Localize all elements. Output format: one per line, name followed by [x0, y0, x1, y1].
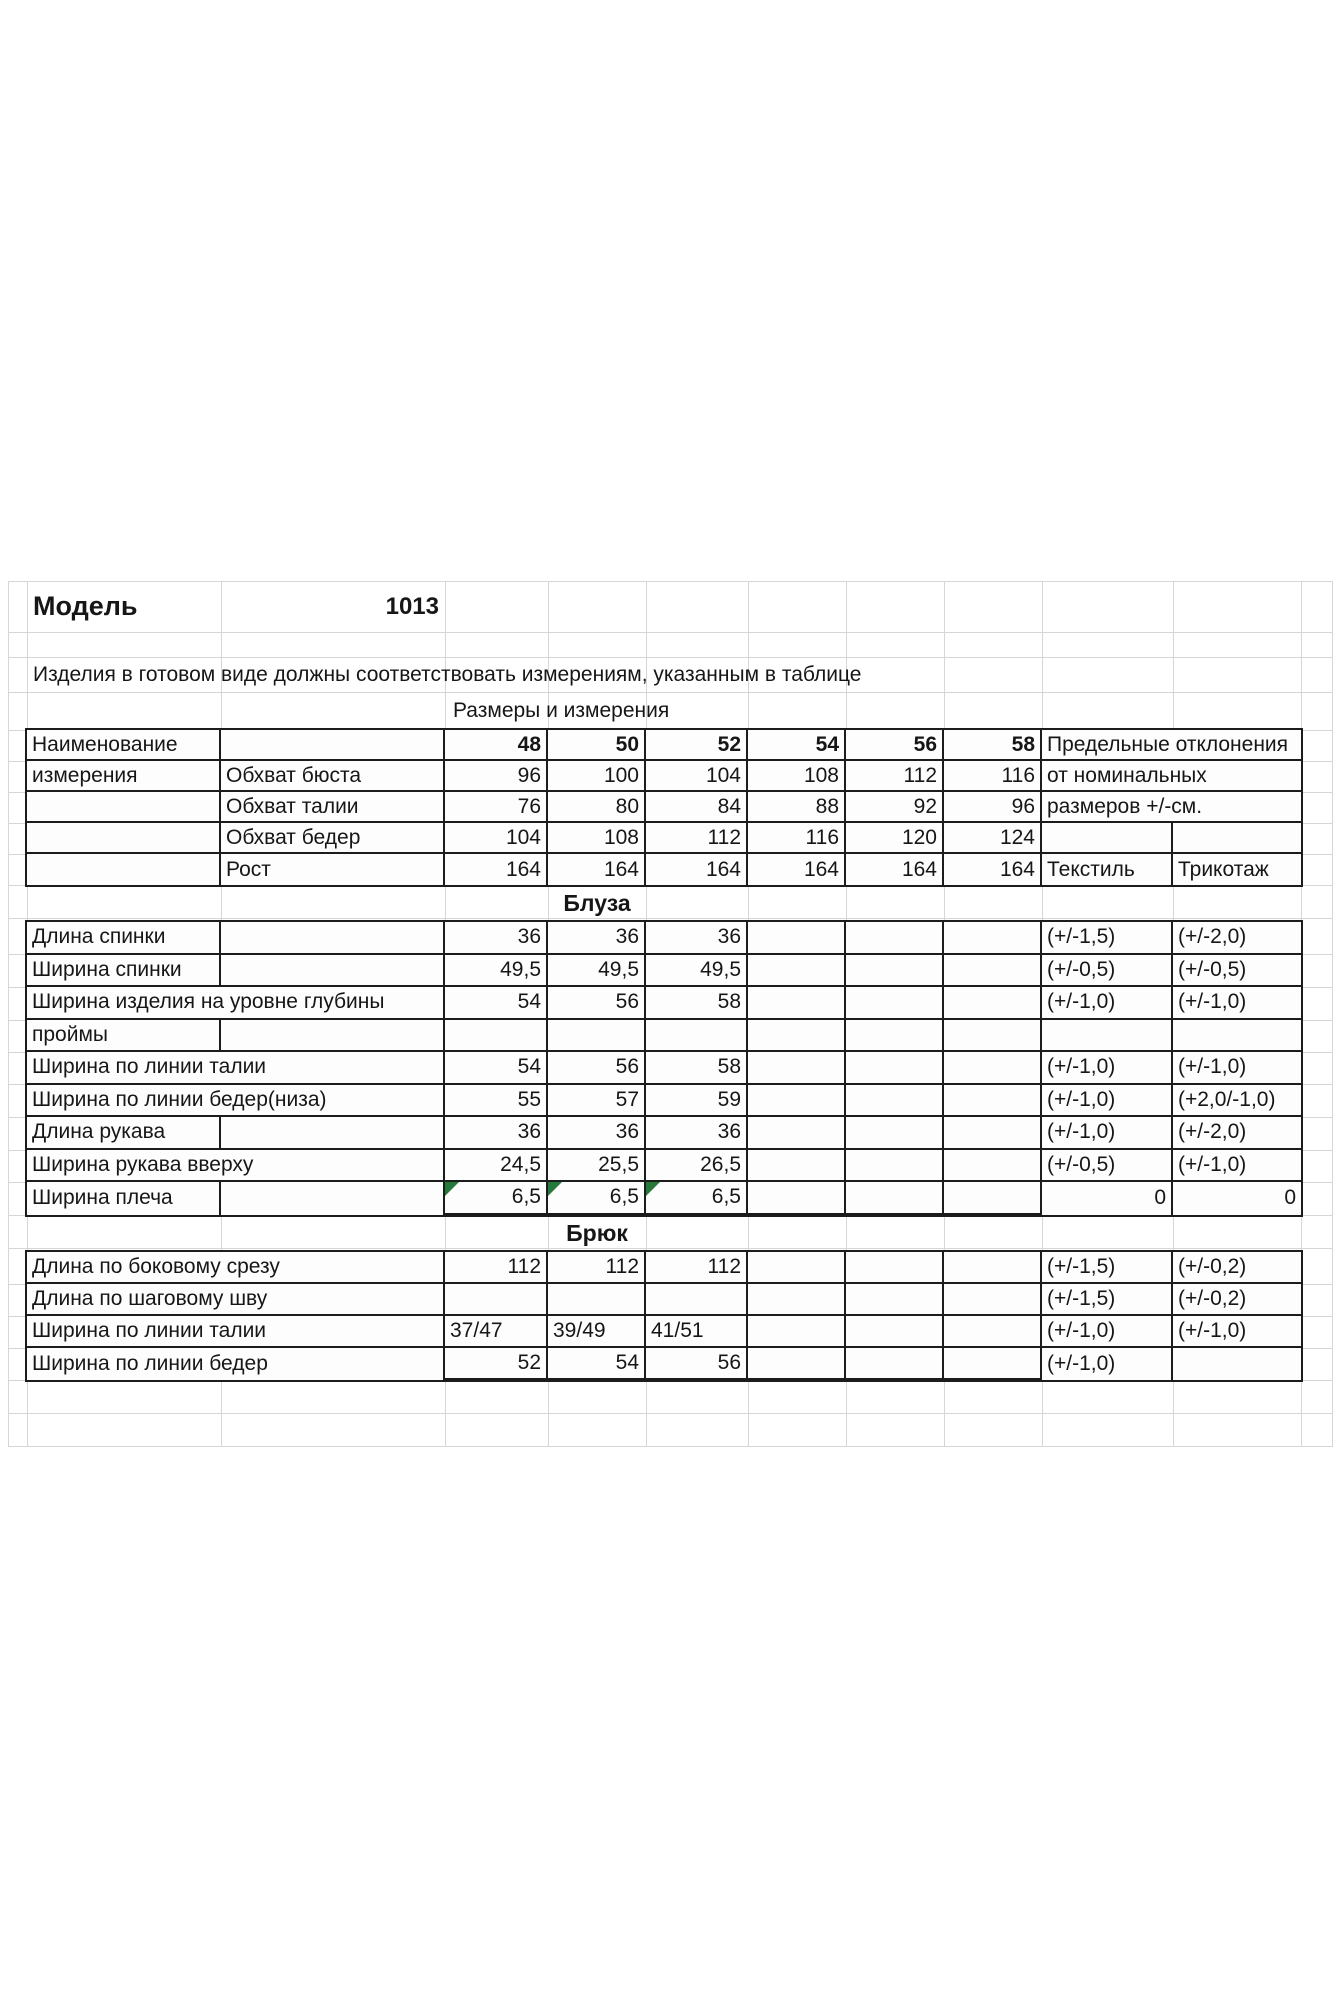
row-label-cell: Ширина по линии бедер — [27, 1348, 445, 1380]
value-cell: 124 — [944, 823, 1042, 854]
value-cell — [846, 1284, 944, 1316]
row-label-cell: Ширина плеча — [27, 1182, 221, 1215]
tolerance-knit-cell — [1173, 1348, 1301, 1380]
value-cell — [445, 1284, 548, 1316]
value-cell: 49,5 — [445, 955, 548, 988]
textile-cell: Текстиль — [1042, 854, 1173, 885]
value-cell — [748, 1182, 846, 1215]
row-label-cell: Ширина спинки — [27, 955, 221, 988]
value-cell: 92 — [846, 792, 944, 823]
value-cell — [846, 1085, 944, 1118]
row-label-cell: Ширина по линии талии — [27, 1052, 445, 1085]
value-cell: 6,5 — [548, 1182, 646, 1215]
row-label-cell — [221, 730, 445, 761]
value-cell: 54 — [445, 987, 548, 1020]
value-cell: 6,5 — [445, 1182, 548, 1215]
value-cell — [944, 1284, 1042, 1316]
value-cell: 108 — [748, 761, 846, 792]
value-cell — [846, 1020, 944, 1053]
value-cell — [846, 1117, 944, 1150]
value-cell — [944, 1020, 1042, 1053]
size-header-cell: 48 — [445, 730, 548, 761]
row-label-cell: Наименование — [27, 730, 221, 761]
row-label-cell — [27, 854, 221, 885]
value-cell: 84 — [646, 792, 748, 823]
tolerance-textile-cell: (+/-0,5) — [1042, 1150, 1173, 1183]
row-label-cell: Обхват бюста — [221, 761, 445, 792]
tolerance-textile-cell: (+/-1,0) — [1042, 1117, 1173, 1150]
value-cell: 57 — [548, 1085, 646, 1118]
row-label-cell: Рост — [221, 854, 445, 885]
trousers-table — [25, 1250, 1303, 1382]
error-indicator-icon — [445, 1182, 459, 1196]
value-cell — [846, 922, 944, 955]
value-cell — [646, 1284, 748, 1316]
tolerance-textile-cell: (+/-1,5) — [1042, 1284, 1173, 1316]
value-cell: 49,5 — [646, 955, 748, 988]
section-label-blouse: Блуза — [563, 890, 631, 916]
tolerance-textile-cell: (+/-1,5) — [1042, 1252, 1173, 1284]
value-cell — [748, 955, 846, 988]
value-cell: 36 — [646, 1117, 748, 1150]
value-cell — [748, 987, 846, 1020]
value-cell — [944, 955, 1042, 988]
knit-cell — [1173, 823, 1301, 854]
value-cell: 164 — [944, 854, 1042, 885]
value-cell: 26,5 — [646, 1150, 748, 1183]
tolerance-knit-cell: (+/-0,2) — [1173, 1252, 1301, 1284]
value-cell: 164 — [548, 854, 646, 885]
value-cell: 39/49 — [548, 1316, 646, 1348]
value-cell: 164 — [748, 854, 846, 885]
value-cell: 120 — [846, 823, 944, 854]
value-cell: 56 — [548, 1052, 646, 1085]
value-cell — [944, 1182, 1042, 1215]
value-cell: 36 — [445, 1117, 548, 1150]
value-cell: 116 — [944, 761, 1042, 792]
value-cell — [846, 1182, 944, 1215]
value-cell — [748, 1052, 846, 1085]
tolerance-textile-cell: (+/-1,0) — [1042, 987, 1173, 1020]
value-cell: 96 — [944, 792, 1042, 823]
value-cell — [748, 1150, 846, 1183]
grid-hline — [8, 632, 1333, 633]
value-cell — [748, 1316, 846, 1348]
value-cell — [846, 1252, 944, 1284]
empty-cell — [221, 1117, 445, 1150]
value-cell: 36 — [445, 922, 548, 955]
value-cell: 112 — [646, 1252, 748, 1284]
value-cell: 24,5 — [445, 1150, 548, 1183]
size-header-cell: 52 — [646, 730, 748, 761]
row-label-cell: Длина по шаговому шву — [27, 1284, 445, 1316]
value-cell: 112 — [646, 823, 748, 854]
value-cell: 56 — [646, 1348, 748, 1380]
tolerance-knit-cell: (+2,0/-1,0) — [1173, 1085, 1301, 1118]
value-cell: 116 — [748, 823, 846, 854]
value-cell: 41/51 — [646, 1316, 748, 1348]
value-cell: 104 — [646, 761, 748, 792]
value-cell — [846, 1052, 944, 1085]
deviation-note-cell: от номинальных — [1042, 761, 1301, 792]
value-cell — [548, 1020, 646, 1053]
value-cell: 36 — [646, 922, 748, 955]
value-cell — [846, 1150, 944, 1183]
value-cell: 55 — [445, 1085, 548, 1118]
knit-cell: Трикотаж — [1178, 857, 1269, 881]
value-cell — [944, 1117, 1042, 1150]
value-cell — [944, 1348, 1042, 1380]
value-cell: 164 — [846, 854, 944, 885]
value-cell — [944, 1052, 1042, 1085]
row-label-cell: Обхват талии — [221, 792, 445, 823]
value-cell: 52 — [445, 1348, 548, 1380]
value-cell: 59 — [646, 1085, 748, 1118]
value-cell: 112 — [548, 1252, 646, 1284]
value-cell — [846, 987, 944, 1020]
tolerance-textile-cell: (+/-0,5) — [1042, 955, 1173, 988]
row-label-cell: Обхват бедер — [221, 823, 445, 854]
value-cell — [748, 1117, 846, 1150]
value-cell — [846, 1348, 944, 1380]
value-cell: 112 — [445, 1252, 548, 1284]
value-cell: 6,5 — [646, 1182, 748, 1215]
tolerance-knit-cell: 0 — [1284, 1186, 1296, 1210]
value-cell: 25,5 — [548, 1150, 646, 1183]
textile-cell — [1042, 823, 1173, 854]
value-cell: 36 — [548, 922, 646, 955]
tolerance-textile-cell: (+/-1,5) — [1042, 922, 1173, 955]
value-cell: 56 — [548, 987, 646, 1020]
tolerance-textile-cell: (+/-1,0) — [1042, 1052, 1173, 1085]
value-cell — [548, 1284, 646, 1316]
header-table — [25, 728, 1303, 887]
size-header-cell: 56 — [846, 730, 944, 761]
value-cell: 88 — [748, 792, 846, 823]
tolerance-knit-cell: (+/-0,5) — [1173, 955, 1301, 988]
grid-hline — [8, 1413, 1333, 1414]
value-cell — [944, 1316, 1042, 1348]
value-cell — [445, 1020, 548, 1053]
tolerance-knit-cell: (+/-1,0) — [1173, 1316, 1301, 1348]
value-cell: 36 — [548, 1117, 646, 1150]
row-label-cell: измерения — [27, 761, 221, 792]
grid-hline — [8, 692, 1333, 693]
empty-cell — [221, 1020, 445, 1053]
value-cell — [944, 922, 1042, 955]
tolerance-knit-cell: (+/-0,2) — [1173, 1284, 1301, 1316]
deviation-note-cell: размеров +/-см. — [1042, 792, 1301, 823]
value-cell: 58 — [646, 987, 748, 1020]
tolerance-knit-cell: (+/-2,0) — [1173, 922, 1301, 955]
row-label-cell: Ширина по линии бедер(низа) — [27, 1085, 445, 1118]
value-cell — [846, 955, 944, 988]
tolerance-textile-cell: (+/-1,0) — [1042, 1085, 1173, 1118]
grid-hline — [8, 1446, 1333, 1447]
row-label-cell: проймы — [27, 1020, 221, 1053]
row-label-cell: Ширина по линии талии — [27, 1316, 445, 1348]
value-cell: 76 — [445, 792, 548, 823]
value-cell — [944, 987, 1042, 1020]
value-cell — [748, 1020, 846, 1053]
grid-hline — [8, 918, 1333, 919]
value-cell — [846, 1316, 944, 1348]
value-cell — [748, 1348, 846, 1380]
grid-hline — [8, 581, 1333, 582]
row-label-cell — [27, 823, 221, 854]
value-cell: 80 — [548, 792, 646, 823]
error-indicator-icon — [548, 1182, 562, 1196]
tolerance-knit-cell: (+/-1,0) — [1173, 1150, 1301, 1183]
value-cell: 112 — [846, 761, 944, 792]
size-header-cell: 58 — [944, 730, 1042, 761]
value-cell: 49,5 — [548, 955, 646, 988]
value-cell: 100 — [548, 761, 646, 792]
value-cell — [748, 922, 846, 955]
table-title: Размеры и измерения — [453, 699, 670, 722]
value-cell — [748, 1284, 846, 1316]
size-header-cell: 50 — [548, 730, 646, 761]
size-header-cell: 54 — [748, 730, 846, 761]
empty-cell — [221, 922, 445, 955]
value-cell — [944, 1150, 1042, 1183]
row-label-cell: Ширина изделия на уровне глубины — [27, 987, 445, 1020]
blouse-table — [25, 920, 1303, 1217]
row-label-cell: Длина рукава — [27, 1117, 221, 1150]
model-value: 1013 — [385, 592, 439, 620]
tolerance-knit-cell: (+/-2,0) — [1173, 1117, 1301, 1150]
value-cell: 164 — [646, 854, 748, 885]
value-cell: 37/47 — [445, 1316, 548, 1348]
value-cell: 104 — [445, 823, 548, 854]
tolerance-textile-cell: (+/-1,0) — [1042, 1348, 1173, 1380]
value-cell: 108 — [548, 823, 646, 854]
empty-cell — [221, 955, 445, 988]
row-label-cell: Ширина рукава вверху — [27, 1150, 445, 1183]
value-cell: 58 — [646, 1052, 748, 1085]
value-cell: 164 — [445, 854, 548, 885]
value-cell — [944, 1085, 1042, 1118]
section-label-trousers: Брюк — [566, 1220, 628, 1246]
tolerance-textile-cell: (+/-1,0) — [1042, 1316, 1173, 1348]
tolerance-textile-cell: 0 — [1042, 1182, 1173, 1215]
error-indicator-icon — [646, 1182, 660, 1196]
deviation-note-cell: Предельные отклонения — [1042, 730, 1301, 761]
empty-cell — [221, 1182, 445, 1215]
tolerance-textile-cell — [1042, 1020, 1173, 1053]
row-label-cell — [27, 792, 221, 823]
tolerance-knit-cell: (+/-1,0) — [1173, 987, 1301, 1020]
value-cell: 54 — [548, 1348, 646, 1380]
note-text: Изделия в готовом виде должны соответствовать измерениям, указанным в таблице — [33, 662, 862, 686]
value-cell — [748, 1085, 846, 1118]
value-cell — [646, 1020, 748, 1053]
model-label: Модель — [33, 591, 138, 621]
row-label-cell: Длина спинки — [27, 922, 221, 955]
row-label-cell: Длина по боковому срезу — [27, 1252, 445, 1284]
value-cell: 54 — [445, 1052, 548, 1085]
grid-hline — [8, 1248, 1333, 1249]
value-cell — [748, 1252, 846, 1284]
tolerance-knit-cell — [1173, 1020, 1301, 1053]
value-cell — [944, 1252, 1042, 1284]
tolerance-knit-cell: (+/-1,0) — [1173, 1052, 1301, 1085]
value-cell: 96 — [445, 761, 548, 792]
